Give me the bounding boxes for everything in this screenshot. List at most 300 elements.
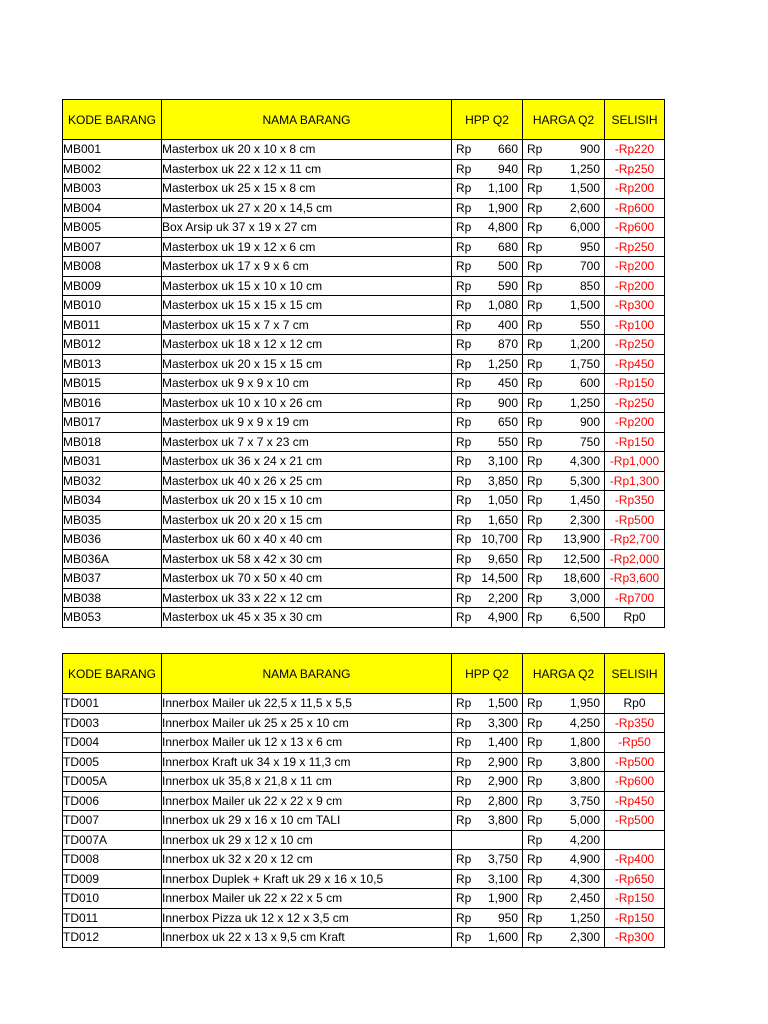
hpp-q2-cell [452,530,523,550]
hpp-q2-cell [452,811,523,831]
harga-q2-cell [523,491,605,511]
table-row [63,908,665,928]
amount-value: 850 [579,278,600,293]
kode-barang-cell: MB002 [63,159,162,179]
table-row [63,198,665,218]
kode-barang-cell: MB010 [63,296,162,316]
currency-label: Rp [527,376,543,390]
harga-q2-cell [523,354,605,374]
table-row [63,296,665,316]
currency-label: Rp [456,696,472,710]
nama-barang-cell: Masterbox uk 20 x 10 x 8 cm [162,140,452,160]
nama-barang-cell: Masterbox uk 9 x 9 x 10 cm [162,374,452,394]
currency-label: Rp [456,220,472,234]
nama-barang-cell: Innerbox Mailer uk 25 x 25 x 10 cm [162,713,452,733]
harga-q2-cell [523,296,605,316]
nama-barang-cell: Masterbox uk 15 x 15 x 15 cm [162,296,452,316]
harga-q2-cell [523,335,605,355]
harga-q2-cell [523,276,605,296]
table-row [63,218,665,238]
nama-barang-cell: Innerbox Mailer uk 22 x 22 x 9 cm [162,791,452,811]
table-row [63,491,665,511]
currency-label: Rp [527,813,543,827]
table-row [63,850,665,870]
kode-barang-cell: TD008 [63,850,162,870]
amount-value: 3,100 [487,871,518,886]
kode-barang-cell: MB017 [63,413,162,433]
nama-barang-cell: Innerbox Mailer uk 22,5 x 11,5 x 5,5 [162,694,452,714]
amount-value: 1,250 [569,395,600,410]
table-header [63,654,665,694]
harga-q2-cell [523,257,605,277]
harga-q2-cell [523,772,605,792]
hpp-q2-cell [452,393,523,413]
selisih-cell: -Rp150 [605,432,665,452]
currency-label: Rp [527,696,543,710]
amount-value: 1,650 [487,512,518,527]
table-row [63,179,665,199]
currency-label: Rp [527,317,543,332]
header-nama-barang: NAMA BARANG [162,100,452,140]
currency-label: Rp [456,493,472,507]
selisih-cell: -Rp650 [605,869,665,889]
selisih-cell: -Rp150 [605,889,665,909]
table-row [63,694,665,714]
currency-label: Rp [456,142,472,156]
amount-value: 2,900 [487,754,518,769]
harga-q2-cell [523,752,605,772]
harga-q2-cell [523,549,605,569]
currency-label: Rp [527,181,543,195]
harga-q2-cell [523,713,605,733]
table-row [63,530,665,550]
amount-value: 4,800 [487,220,518,234]
selisih-cell: -Rp200 [605,413,665,433]
amount-value: 3,800 [569,754,600,769]
table-row [63,733,665,753]
amount-value: 3,850 [487,473,518,488]
table-row [63,791,665,811]
table-row [63,140,665,160]
currency-label: Rp [456,395,472,410]
hpp-q2-cell [452,752,523,772]
amount-value: 1,950 [569,696,600,710]
selisih-cell: -Rp200 [605,179,665,199]
kode-barang-cell: TD003 [63,713,162,733]
currency-label: Rp [456,512,472,527]
kode-barang-cell: MB018 [63,432,162,452]
amount-value: 4,900 [487,610,518,624]
kode-barang-cell: TD005A [63,772,162,792]
nama-barang-cell: Innerbox Kraft uk 34 x 19 x 11,3 cm [162,752,452,772]
amount-value: 2,450 [569,891,600,905]
harga-q2-cell [523,452,605,472]
currency-label: Rp [456,317,472,332]
harga-q2-cell [523,908,605,928]
currency-label: Rp [527,610,543,624]
amount-value: 3,750 [487,852,518,866]
amount-value: 13,900 [563,532,600,546]
amount-value: 18,600 [563,571,600,585]
kode-barang-cell: MB053 [63,608,162,628]
nama-barang-cell: Masterbox uk 33 x 22 x 12 cm [162,588,452,608]
currency-label: Rp [527,735,543,749]
amount-value: 2,300 [569,930,600,944]
harga-q2-cell [523,869,605,889]
hpp-q2-cell [452,413,523,433]
selisih-cell: -Rp250 [605,335,665,355]
header-kode-barang: KODE BARANG [63,654,162,694]
selisih-cell: -Rp200 [605,257,665,277]
amount-value: 2,600 [569,200,600,215]
table-row [63,413,665,433]
harga-q2-cell [523,471,605,491]
header-nama-barang: NAMA BARANG [162,654,452,694]
selisih-cell: -Rp300 [605,928,665,948]
currency-label: Rp [527,910,543,925]
currency-label: Rp [456,590,472,605]
kode-barang-cell: TD007A [63,830,162,850]
selisih-cell: -Rp250 [605,237,665,257]
amount-value: 2,200 [487,590,518,605]
kode-barang-cell: MB037 [63,569,162,589]
hpp-q2-cell [452,908,523,928]
kode-barang-cell: MB031 [63,452,162,472]
currency-label: Rp [456,161,472,176]
kode-barang-cell: TD001 [63,694,162,714]
hpp-q2-cell [452,889,523,909]
table-body [63,694,665,948]
table-row [63,510,665,530]
nama-barang-cell: Innerbox Duplek + Kraft uk 29 x 16 x 10,5 [162,869,452,889]
kode-barang-cell: MB005 [63,218,162,238]
kode-barang-cell: MB001 [63,140,162,160]
table-row [63,811,665,831]
harga-q2-cell [523,198,605,218]
harga-q2-cell [523,237,605,257]
amount-value: 950 [497,910,518,925]
amount-value: 1,080 [487,298,518,312]
kode-barang-cell: MB007 [63,237,162,257]
table-row [63,159,665,179]
amount-value: 1,500 [569,181,600,195]
nama-barang-cell: Masterbox uk 36 x 24 x 21 cm [162,452,452,472]
nama-barang-cell: Masterbox uk 60 x 40 x 40 cm [162,530,452,550]
currency-label: Rp [527,220,543,234]
selisih-cell: -Rp450 [605,791,665,811]
hpp-q2-cell [452,140,523,160]
selisih-cell: -Rp2,700 [605,530,665,550]
currency-label: Rp [527,259,543,273]
hpp-q2-cell [452,713,523,733]
amount-value: 590 [497,278,518,293]
nama-barang-cell: Masterbox uk 10 x 10 x 26 cm [162,393,452,413]
selisih-cell: -Rp1,300 [605,471,665,491]
amount-value: 900 [579,415,600,429]
hpp-q2-cell [452,471,523,491]
nama-barang-cell: Innerbox uk 32 x 20 x 12 cm [162,850,452,870]
harga-q2-cell [523,179,605,199]
currency-label: Rp [456,278,472,293]
table-row [63,335,665,355]
amount-value: 660 [497,142,518,156]
currency-label: Rp [527,832,543,847]
nama-barang-cell: Masterbox uk 17 x 9 x 6 cm [162,257,452,277]
hpp-q2-cell [452,491,523,511]
table-row [63,452,665,472]
amount-value: 870 [497,337,518,351]
table-row [63,315,665,335]
currency-label: Rp [527,473,543,488]
currency-label: Rp [527,493,543,507]
amount-value: 2,800 [487,793,518,808]
selisih-cell: -Rp500 [605,811,665,831]
nama-barang-cell: Masterbox uk 45 x 35 x 30 cm [162,608,452,628]
kode-barang-cell: TD004 [63,733,162,753]
currency-label: Rp [527,715,543,730]
amount-value: 550 [579,317,600,332]
currency-label: Rp [456,337,472,351]
currency-label: Rp [456,774,472,788]
harga-q2-cell [523,218,605,238]
header-kode-barang: KODE BARANG [63,100,162,140]
table-row [63,869,665,889]
nama-barang-cell: Box Arsip uk 37 x 19 x 27 cm [162,218,452,238]
kode-barang-cell: MB036 [63,530,162,550]
amount-value: 940 [497,161,518,176]
selisih-cell: -Rp250 [605,159,665,179]
hpp-q2-cell [452,772,523,792]
currency-label: Rp [456,871,472,886]
currency-label: Rp [527,551,543,566]
kode-barang-cell: MB015 [63,374,162,394]
table-header [63,100,665,140]
amount-value: 4,900 [569,852,600,866]
currency-label: Rp [527,356,543,371]
hpp-q2-cell [452,432,523,452]
header-selisih: SELISIH [605,654,665,694]
selisih-cell: -Rp350 [605,713,665,733]
hpp-q2-cell [452,733,523,753]
amount-value: 1,900 [487,891,518,905]
amount-value: 450 [497,376,518,390]
currency-label: Rp [456,200,472,215]
amount-value: 3,300 [487,715,518,730]
currency-label: Rp [527,930,543,944]
nama-barang-cell: Masterbox uk 9 x 9 x 19 cm [162,413,452,433]
hpp-q2-cell [452,869,523,889]
currency-label: Rp [527,793,543,808]
table-row [63,432,665,452]
selisih-cell: -Rp300 [605,296,665,316]
currency-label: Rp [527,590,543,605]
harga-q2-cell [523,928,605,948]
hpp-q2-cell [452,276,523,296]
hpp-q2-cell [452,315,523,335]
harga-q2-cell [523,889,605,909]
nama-barang-cell: Innerbox uk 29 x 16 x 10 cm TALI [162,811,452,831]
amount-value: 550 [497,434,518,449]
selisih-cell: -Rp400 [605,850,665,870]
selisih-cell [605,830,665,850]
hpp-q2-cell [452,296,523,316]
amount-value: 680 [497,239,518,254]
nama-barang-cell: Innerbox Pizza uk 12 x 12 x 3,5 cm [162,908,452,928]
selisih-cell: -Rp500 [605,752,665,772]
amount-value: 1,500 [569,298,600,312]
kode-barang-cell: MB008 [63,257,162,277]
kode-barang-cell: MB032 [63,471,162,491]
hpp-q2-cell [452,374,523,394]
nama-barang-cell: Innerbox uk 29 x 12 x 10 cm [162,830,452,850]
selisih-cell: -Rp1,000 [605,452,665,472]
currency-label: Rp [527,532,543,546]
table-row [63,928,665,948]
amount-value: 1,100 [487,181,518,195]
currency-label: Rp [527,415,543,429]
currency-label: Rp [456,930,472,944]
amount-value: 600 [579,376,600,390]
hpp-q2-cell [452,608,523,628]
header-hpp-q2: HPP Q2 [452,654,523,694]
harga-q2-cell [523,159,605,179]
hpp-q2-cell [452,218,523,238]
hpp-q2-cell [452,452,523,472]
kode-barang-cell: MB003 [63,179,162,199]
harga-q2-cell [523,588,605,608]
hpp-q2-cell [452,179,523,199]
amount-value: 1,250 [569,161,600,176]
amount-value: 14,500 [481,571,518,585]
amount-value: 6,000 [569,220,600,234]
harga-q2-cell [523,850,605,870]
currency-label: Rp [527,239,543,254]
header-harga-q2: HARGA Q2 [523,100,605,140]
currency-label: Rp [527,161,543,176]
currency-label: Rp [456,181,472,195]
hpp-q2-cell [452,159,523,179]
header-harga-q2: HARGA Q2 [523,654,605,694]
currency-label: Rp [527,774,543,788]
kode-barang-cell: TD005 [63,752,162,772]
hpp-q2-cell [452,569,523,589]
selisih-cell: -Rp200 [605,276,665,296]
currency-label: Rp [456,376,472,390]
nama-barang-cell: Masterbox uk 20 x 15 x 15 cm [162,354,452,374]
selisih-cell: -Rp100 [605,315,665,335]
selisih-cell: -Rp250 [605,393,665,413]
hpp-q2-cell [452,198,523,218]
harga-q2-cell [523,830,605,850]
harga-q2-cell [523,569,605,589]
nama-barang-cell: Masterbox uk 20 x 15 x 10 cm [162,491,452,511]
selisih-cell: -Rp150 [605,908,665,928]
currency-label: Rp [527,571,543,585]
currency-label: Rp [527,337,543,351]
hpp-q2-cell [452,850,523,870]
table-row [63,354,665,374]
nama-barang-cell: Masterbox uk 25 x 15 x 8 cm [162,179,452,199]
hpp-q2-cell [452,549,523,569]
selisih-cell: -Rp600 [605,198,665,218]
currency-label: Rp [456,852,472,866]
amount-value: 3,100 [487,454,518,468]
kode-barang-cell: TD006 [63,791,162,811]
amount-value: 2,900 [487,774,518,788]
hpp-q2-cell [452,830,523,850]
currency-label: Rp [456,239,472,254]
kode-barang-cell: MB012 [63,335,162,355]
harga-q2-cell [523,811,605,831]
harga-q2-cell [523,393,605,413]
amount-value: 4,300 [569,454,600,468]
amount-value: 1,050 [487,493,518,507]
table-row [63,569,665,589]
amount-value: 950 [579,239,600,254]
nama-barang-cell: Masterbox uk 20 x 20 x 15 cm [162,510,452,530]
currency-label: Rp [527,871,543,886]
currency-label: Rp [456,298,472,312]
harga-q2-cell [523,413,605,433]
kode-barang-cell: MB009 [63,276,162,296]
currency-label: Rp [456,454,472,468]
table-row [63,471,665,491]
table-row [63,588,665,608]
harga-q2-cell [523,374,605,394]
nama-barang-cell: Masterbox uk 15 x 7 x 7 cm [162,315,452,335]
currency-label: Rp [456,473,472,488]
table-row [63,713,665,733]
amount-value: 10,700 [481,532,518,546]
selisih-cell: Rp0 [605,608,665,628]
harga-q2-cell [523,694,605,714]
kode-barang-cell: MB013 [63,354,162,374]
amount-value: 3,800 [487,813,518,827]
currency-label: Rp [456,434,472,449]
amount-value: 2,300 [569,512,600,527]
amount-value: 4,250 [569,715,600,730]
harga-q2-cell [523,530,605,550]
selisih-cell: -Rp150 [605,374,665,394]
harga-q2-cell [523,140,605,160]
nama-barang-cell: Masterbox uk 18 x 12 x 12 cm [162,335,452,355]
harga-q2-cell [523,608,605,628]
harga-q2-cell [523,315,605,335]
selisih-cell: -Rp220 [605,140,665,160]
hpp-q2-cell [452,510,523,530]
hpp-q2-cell [452,694,523,714]
selisih-cell: -Rp2,000 [605,549,665,569]
currency-label: Rp [456,715,472,730]
amount-value: 1,600 [487,930,518,944]
nama-barang-cell: Masterbox uk 22 x 12 x 11 cm [162,159,452,179]
currency-label: Rp [456,259,472,273]
amount-value: 1,750 [569,356,600,371]
currency-label: Rp [527,512,543,527]
kode-barang-cell: MB011 [63,315,162,335]
table-body [63,140,665,628]
amount-value: 750 [579,434,600,449]
amount-value: 3,800 [569,774,600,788]
selisih-cell: -Rp3,600 [605,569,665,589]
amount-value: 650 [497,415,518,429]
selisih-cell: -Rp700 [605,588,665,608]
currency-label: Rp [527,891,543,905]
hpp-q2-cell [452,237,523,257]
currency-label: Rp [527,395,543,410]
nama-barang-cell: Masterbox uk 15 x 10 x 10 cm [162,276,452,296]
currency-label: Rp [527,142,543,156]
